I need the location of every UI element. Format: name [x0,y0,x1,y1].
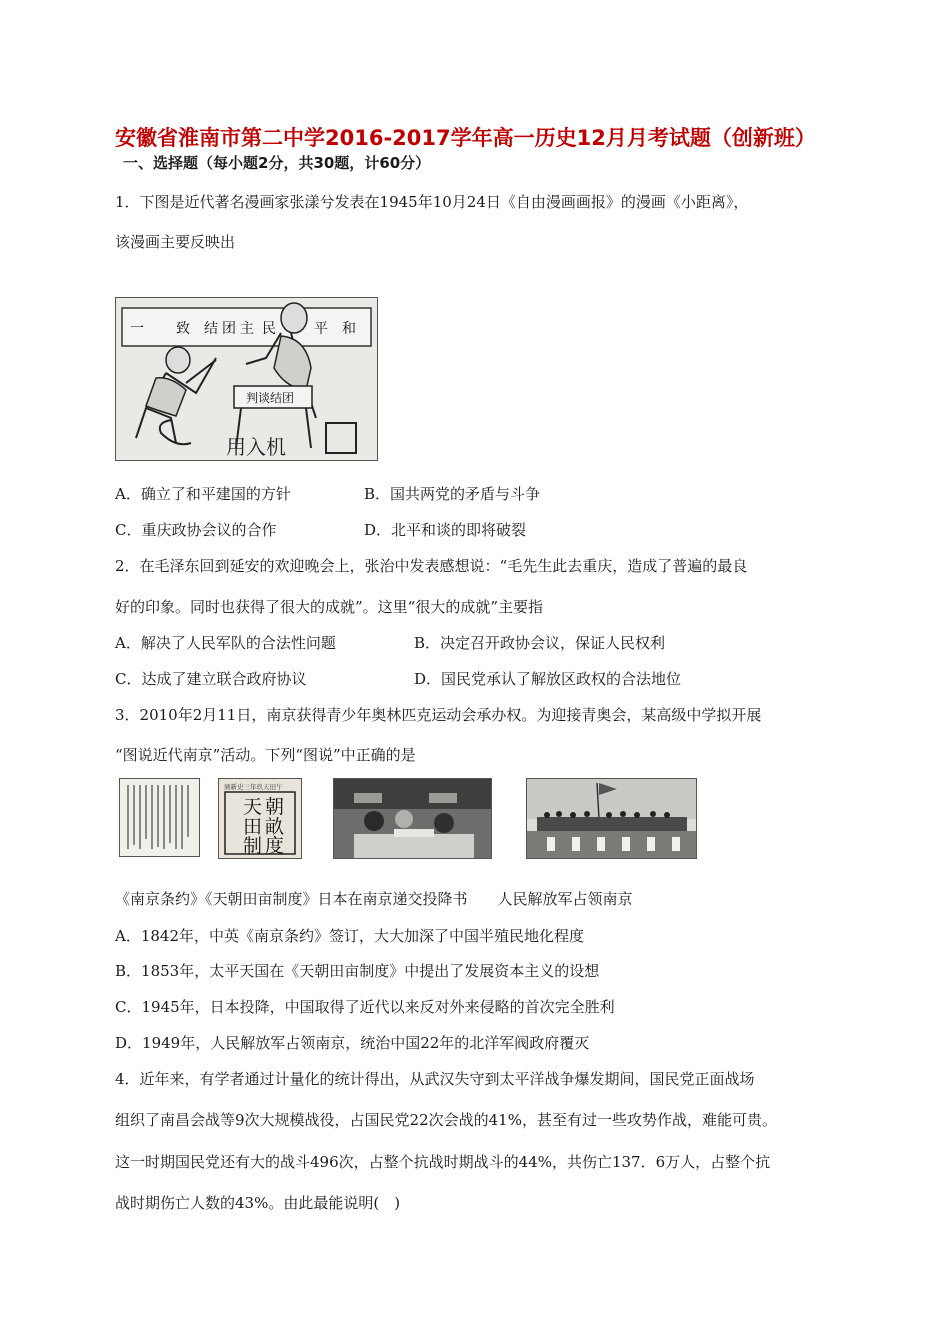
book-title-char: 朝 [265,796,285,818]
book-header-text: 颁新史三年玖天旧午 [224,783,283,791]
q3-option-d: D．1949年，人民解放军占领南京，统治中国22年的北洋军阀政府覆灭 [115,1034,590,1052]
surrender-photo-image [333,778,492,859]
q2-option-c: C．达成了建立联合政府协议 [115,670,307,688]
q1-stem-line2: 该漫画主要反映出 [115,233,236,251]
exam-title: 安徽省淮南市第二中学2016-2017学年高一历史12月月考试题（创新班） [115,126,816,150]
section-heading: 一、选择题（每小题2分，共30题，计60分） [123,154,431,172]
q2-option-d: D．国民党承认了解放区政权的合法地位 [414,670,682,688]
q1-option-d: D．北平和谈的即将破裂 [364,521,527,539]
banner-char: 一 [130,321,144,337]
treaty-document-image [119,778,200,857]
q3-option-c: C．1945年，日本投降，中国取得了近代以来反对外来侵略的首次完全胜利 [115,998,615,1016]
book-title-char: 田 [243,816,263,838]
cartoon-image [115,297,378,461]
q3-option-a: A．1842年，中英《南京条约》签订，大大加深了中国半殖民地化程度 [115,927,585,945]
q2-option-a: A．解决了人民军队的合法性问题 [115,634,336,652]
q1-stem-line1: 1．下图是近代著名漫画家张漾兮发表在1945年10月24日《自由漫画画报》的漫画《小距离》， [115,193,749,211]
banner-char: 团 [222,321,236,337]
q3-stem-line2: “图说近代南京”活动。下列“图说”中正确的是 [115,746,416,764]
q3-stem-line1: 3．2010年2月11日，南京获得青少年奥林匹克运动会承办权。为迎接青奥会，某高级中学拟开展 [115,706,762,724]
q2-stem-line1: 2．在毛泽东回到延安的欢迎晚会上，张治中发表感想说：“毛先生此去重庆，造成了普遍的最良 [115,557,748,575]
q1-option-c: C．重庆政协会议的合作 [115,521,277,539]
q4-line1: 4．近年来，有学者通过计量化的统计得出，从武汉失守到太平洋战争爆发期间，国民党正面战场 [115,1070,755,1088]
floor-text: 用入机 [226,435,286,459]
book-title-char: 畝 [265,816,285,838]
q2-stem-line2: 好的印象。同时也获得了很大的成就”。这里“很大的成就”主要指 [115,598,544,616]
q4-line2: 组织了南昌会战等9次大规模战役，占国民党22次会战的41%，甚至有过一些攻势作战，难能可贵。 [115,1111,777,1129]
q3-image-captions: 《南京条约》《天朝田亩制度》日本在南京递交投降书 人民解放军占领南京 [115,890,633,908]
banner-char: 平 [314,321,328,337]
banner-char: 主 [240,321,254,337]
banner-char: 致 [176,321,190,337]
q4-line3: 这一时期国民党还有大的战斗496次，占整个抗战时期战斗的44%，共伤亡137．6万人，占整个抗 [115,1153,771,1171]
banner-char: 民 [262,321,276,337]
book-title-char: 制 [243,835,263,857]
tianchao-book-image [218,778,302,859]
q1-option-a: A．确立了和平建国的方针 [115,485,291,503]
q1-option-b: B．国共两党的矛盾与斗争 [364,485,541,503]
q2-option-b: B．决定召开政协会议，保证人民权利 [414,634,666,652]
table-text: 判谈结团 [246,391,295,405]
banner-char: 结 [204,321,218,337]
q3-option-b: B．1853年，太平天国在《天朝田亩制度》中提出了发展资本主义的设想 [115,962,600,980]
pla-nanjing-photo-image [526,778,697,859]
q4-line4: 战时期伤亡人数的43%。由此最能说明( ) [115,1194,401,1212]
book-title-char: 度 [265,835,285,857]
banner-char: 和 [342,321,356,337]
book-title-char: 天 [243,796,263,818]
